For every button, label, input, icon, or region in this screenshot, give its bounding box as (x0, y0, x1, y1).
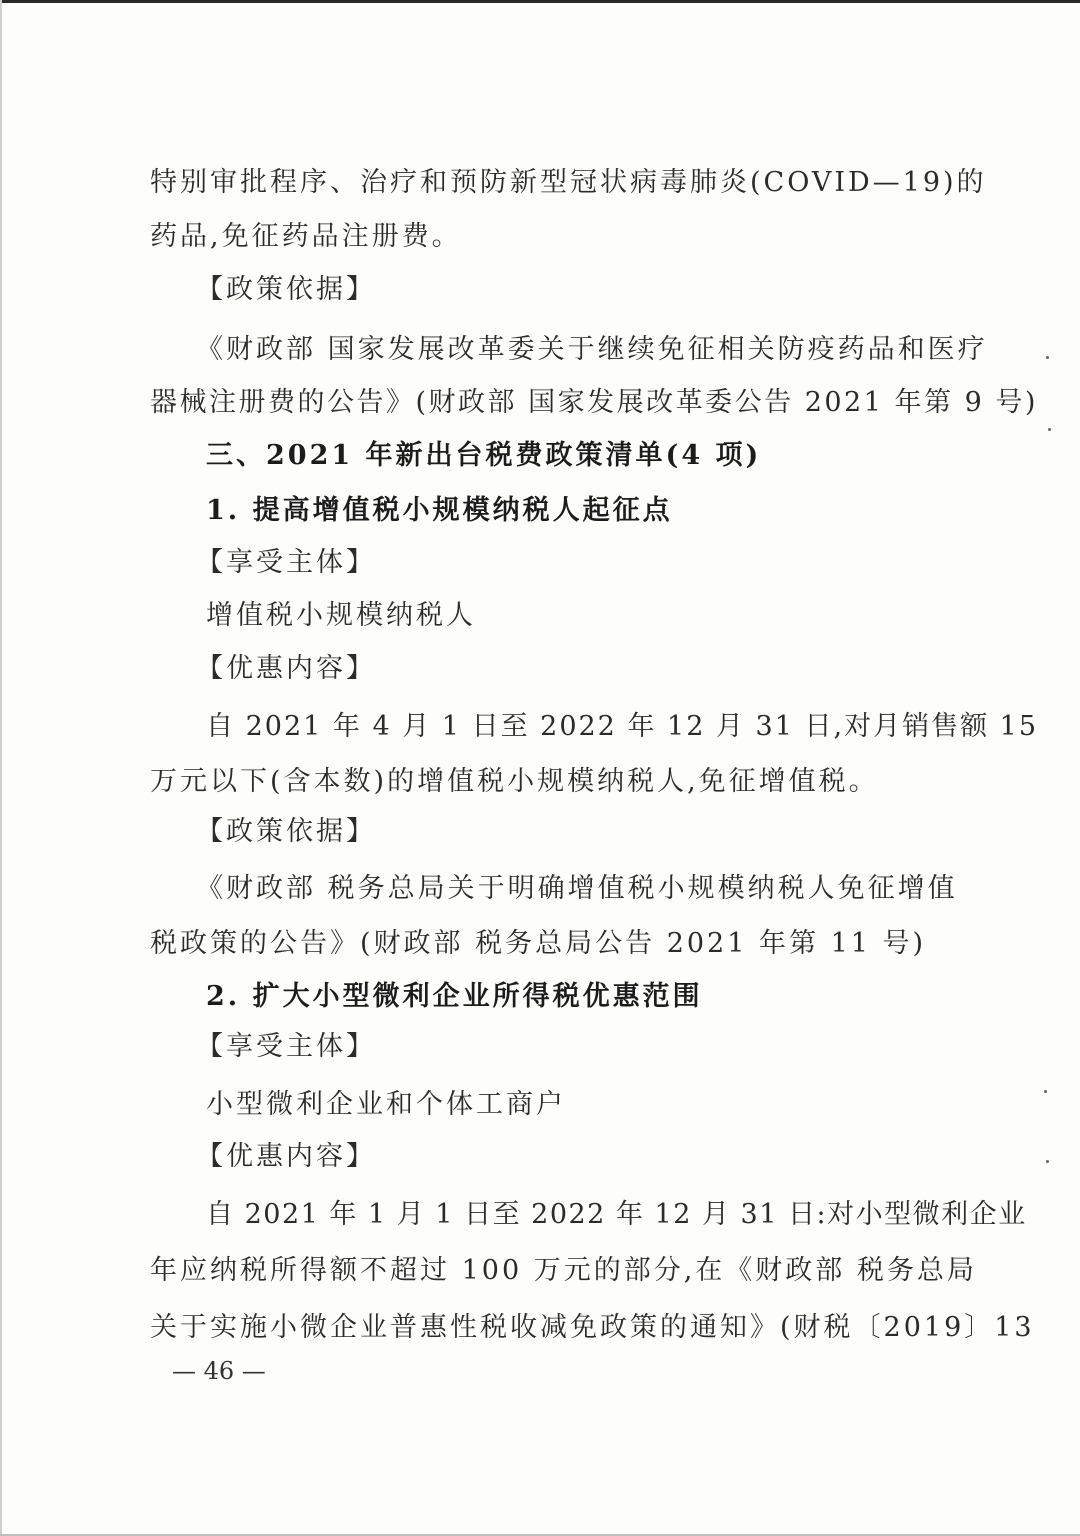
section-tag-benefit: 【优惠内容】 (196, 1141, 376, 1172)
section-tag-policy-basis: 【政策依据】 (196, 816, 376, 847)
section-tag-beneficiary: 【享受主体】 (196, 1031, 376, 1062)
body-line: 自 2021 年 4 月 1 日至 2022 年 12 月 31 日,对月销售额 15 (206, 711, 1039, 742)
scan-left-edge (0, 0, 2, 1536)
body-line: 《财政部 国家发展改革委关于继续免征相关防疫药品和医疗 (196, 334, 988, 365)
body-line: 器械注册费的公告》(财政部 国家发展改革委公告 2021 年第 9 号) (150, 387, 1038, 418)
body-line: 税政策的公告》(财政部 税务总局公告 2021 年第 11 号) (150, 928, 927, 959)
section-tag-beneficiary: 【享受主体】 (196, 547, 376, 578)
scan-speck (1046, 1160, 1049, 1163)
section-tag-policy-basis: 【政策依据】 (196, 274, 376, 305)
body-line: 自 2021 年 1 月 1 日至 2022 年 12 月 31 日:对小型微利企业 (206, 1199, 1027, 1230)
scan-top-edge (0, 0, 1080, 3)
item-heading: 2. 扩大小型微利企业所得税优惠范围 (206, 981, 703, 1012)
section-tag-benefit: 【优惠内容】 (196, 653, 376, 684)
body-line: 万元以下(含本数)的增值税小规模纳税人,免征增值税。 (150, 766, 879, 797)
body-line: 小型微利企业和个体工商户 (206, 1089, 566, 1120)
item-heading: 1. 提高增值税小规模纳税人起征点 (206, 495, 673, 526)
body-line: 药品,免征药品注册费。 (150, 221, 462, 252)
body-line: 《财政部 税务总局关于明确增值税小规模纳税人免征增值 (196, 873, 958, 904)
section-heading: 三、2021 年新出台税费政策清单(4 项) (206, 440, 762, 471)
scan-speck (1048, 428, 1051, 431)
page-number: — 46 — (172, 1357, 266, 1385)
body-line: 年应纳税所得额不超过 100 万元的部分,在《财政部 税务总局 (150, 1255, 977, 1286)
scan-speck (1046, 356, 1049, 359)
body-line: 特别审批程序、治疗和预防新型冠状病毒肺炎(COVID—19)的 (150, 167, 987, 198)
body-line: 增值税小规模纳税人 (206, 600, 476, 631)
scan-speck (1044, 1090, 1047, 1093)
body-line: 关于实施小微企业普惠性税收减免政策的通知》(财税〔2019〕13 (150, 1312, 1035, 1343)
